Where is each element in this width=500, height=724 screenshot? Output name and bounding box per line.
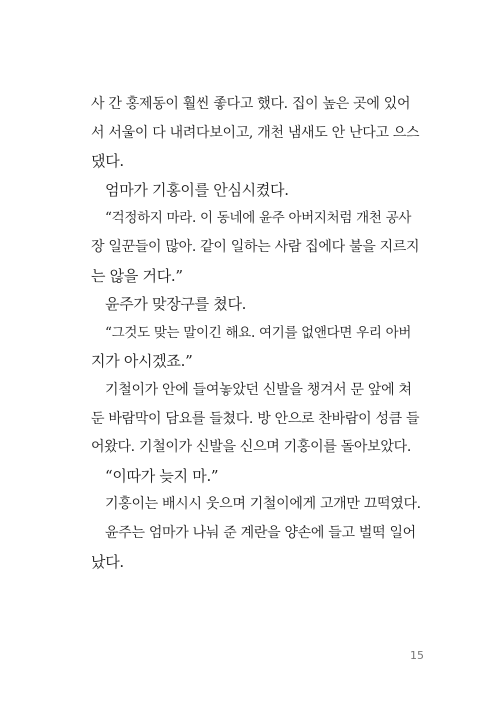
text-line: 사 간 홍제동이 훨씬 좋다고 했다. 집이 높은 곳에 있어: [91, 96, 411, 112]
text-line: 댔다.: [91, 152, 124, 171]
text-line: 윤주가 맞장구를 쳤다.: [105, 295, 247, 314]
body-text: [91, 90, 421, 576]
text-line: 기철이가 안에 들여놓았던 신발을 챙겨서 문 앞에 쳐: [105, 381, 412, 398]
text-line: “걱정하지 마라. 이 동네에 윤주 아버지처럼 개천 공사: [105, 210, 412, 227]
text-line: 어왔다. 기철이가 신발을 신으며 기홍이를 돌아보았다.: [91, 439, 411, 456]
text-line: “이따가 늦지 마.”: [105, 466, 219, 485]
text-line: 둔 바람막이 담요를 들쳤다. 방 안으로 찬바람이 성큼 들: [91, 410, 420, 427]
text-line: 윤주는 엄마가 나눠 준 계란을 양손에 들고 벌떡 일어: [105, 524, 416, 541]
text-line: 기홍이는 배시시 웃으며 기철이에게 고개만 끄떡였다.: [105, 496, 421, 513]
text-line: 났다.: [91, 552, 124, 571]
page-number: 15: [410, 649, 424, 662]
text-line: 는 않을 거다.”: [91, 266, 183, 285]
text-line: 서 서울이 다 내려다보이고, 개천 냄새도 안 난다고 으스: [91, 124, 420, 141]
text-line: 엄마가 기홍이를 안심시켰다.: [105, 180, 289, 199]
text-line: 지가 아시겠죠.”: [91, 352, 193, 371]
text-line: “그것도 맞는 말이긴 해요. 여기를 없앤다면 우리 아버: [105, 324, 412, 341]
text-line: 장 일꾼들이 많아. 같이 일하는 사람 집에다 불을 지르지: [91, 238, 420, 255]
